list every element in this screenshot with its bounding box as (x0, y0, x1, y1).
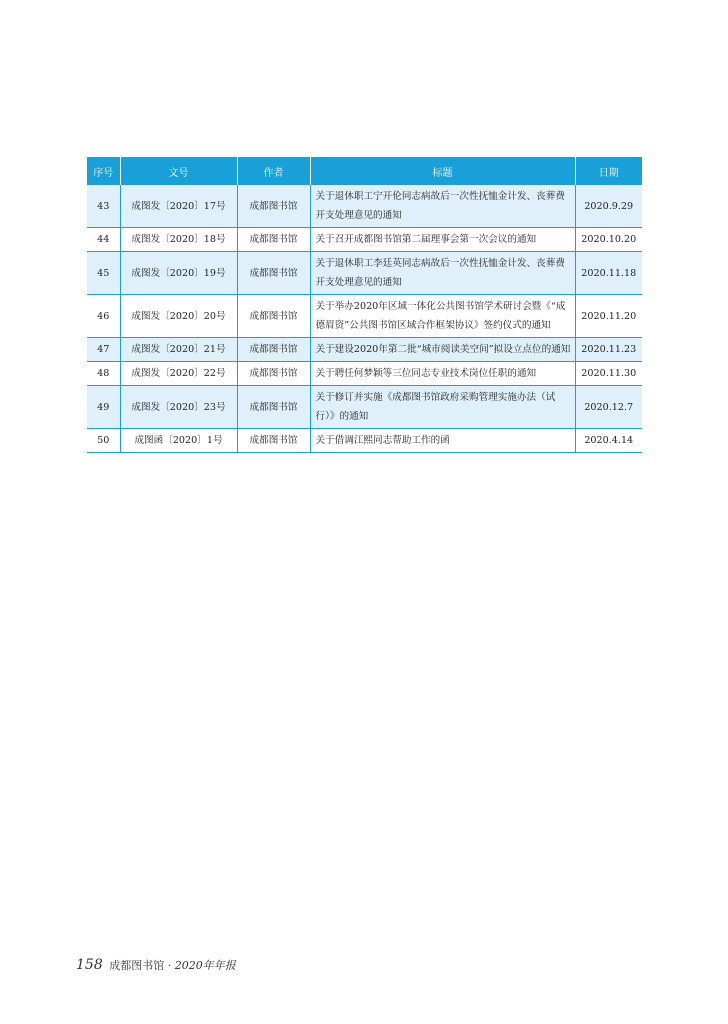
row-date: 2020.4.14 (575, 429, 642, 453)
row-doc: 成图发〔2020〕17号 (120, 185, 237, 228)
row-doc: 成图发〔2020〕22号 (120, 362, 237, 386)
row-no: 46 (87, 295, 120, 338)
page-number: 158 (76, 957, 103, 973)
row-no: 43 (87, 185, 120, 228)
row-author: 成都图书馆 (237, 295, 310, 338)
row-title: 关于召开成都图书馆第二届理事会第一次会议的通知 (310, 228, 575, 252)
header-date: 日期 (575, 157, 642, 185)
row-no: 50 (87, 429, 120, 453)
header-author: 作者 (237, 157, 310, 185)
row-doc: 成图发〔2020〕20号 (120, 295, 237, 338)
footer-org: 成都图书馆 (109, 959, 165, 972)
row-doc: 成图发〔2020〕18号 (120, 228, 237, 252)
row-no: 47 (87, 338, 120, 362)
table-row (87, 362, 642, 386)
header-title: 标题 (310, 157, 575, 185)
row-doc: 成图发〔2020〕23号 (120, 386, 237, 429)
table-row (87, 185, 642, 228)
header-no: 序号 (87, 157, 120, 185)
table-header-row (87, 157, 642, 185)
row-author: 成都图书馆 (237, 429, 310, 453)
row-title: 关于借调江熙同志帮助工作的函 (310, 429, 575, 453)
row-date: 2020.12.7 (575, 386, 642, 429)
table-row (87, 386, 642, 429)
row-doc: 成图函〔2020〕1号 (120, 429, 237, 453)
table-row (87, 338, 642, 362)
row-title: 关于退休职工宁开伦同志病故后一次性抚恤金计发、丧葬费开支处理意见的通知 (310, 185, 575, 228)
row-date: 2020.11.23 (575, 338, 642, 362)
row-title: 关于聘任何梦颖等三位同志专业技术岗位任职的通知 (310, 362, 575, 386)
table-row (87, 429, 642, 453)
row-no: 45 (87, 252, 120, 295)
footer-separator: · (167, 959, 172, 972)
row-title: 关于修订并实施《成都图书馆政府采购管理实施办法（试行）》的通知 (310, 386, 575, 429)
row-author: 成都图书馆 (237, 185, 310, 228)
row-doc: 成图发〔2020〕19号 (120, 252, 237, 295)
table-row (87, 295, 642, 338)
row-author: 成都图书馆 (237, 386, 310, 429)
row-title: 关于退休职工李廷英同志病故后一次性抚恤金计发、丧葬费开支处理意见的通知 (310, 252, 575, 295)
row-no: 48 (87, 362, 120, 386)
page-footer (76, 957, 236, 973)
row-no: 44 (87, 228, 120, 252)
row-date: 2020.10.20 (575, 228, 642, 252)
row-date: 2020.9.29 (575, 185, 642, 228)
footer-report: 2020年年报 (174, 959, 236, 972)
row-date: 2020.11.18 (575, 252, 642, 295)
header-doc: 文号 (120, 157, 237, 185)
table-row (87, 252, 642, 295)
row-title: 关于举办2020年区域一体化公共图书馆学术研讨会暨《“成德眉资”公共图书馆区域合作框架协议》签约仪式的通知 (310, 295, 575, 338)
document-table (87, 157, 642, 453)
row-date: 2020.11.20 (575, 295, 642, 338)
row-author: 成都图书馆 (237, 228, 310, 252)
row-no: 49 (87, 386, 120, 429)
row-author: 成都图书馆 (237, 338, 310, 362)
row-doc: 成图发〔2020〕21号 (120, 338, 237, 362)
row-author: 成都图书馆 (237, 362, 310, 386)
row-title: 关于建设2020年第二批“城市阅读美空间”拟设立点位的通知 (310, 338, 575, 362)
table-row (87, 228, 642, 252)
row-date: 2020.11.30 (575, 362, 642, 386)
row-author: 成都图书馆 (237, 252, 310, 295)
